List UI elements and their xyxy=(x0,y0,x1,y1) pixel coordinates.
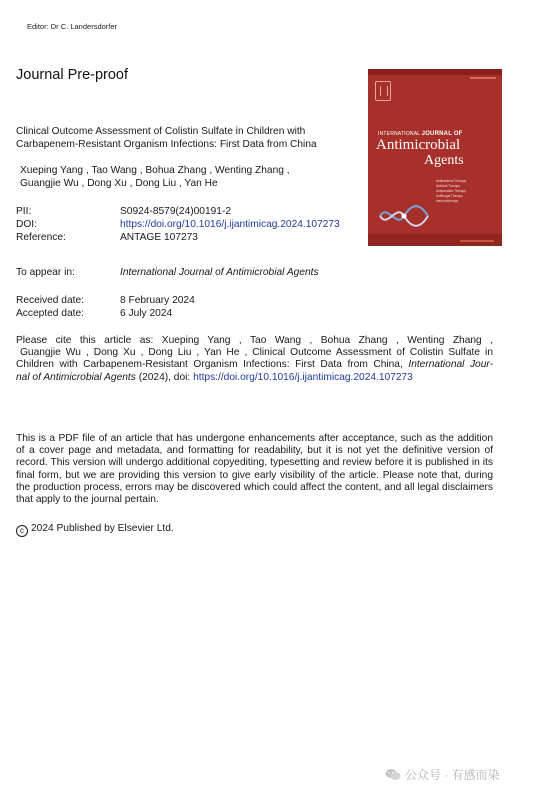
citation-line xyxy=(16,372,493,384)
authors-line: Xueping Yang , Tao Wang , Bohua Zhang , Wenting Zhang , xyxy=(20,165,290,176)
citation-line: Guangjie Wu , Dong Xu , Dong Liu , Yan He , Clinical Outcome Assessment of Colistin Sulfate in xyxy=(20,347,493,359)
cover-top-strip xyxy=(368,69,502,75)
article-title: Clinical Outcome Assessment of Colistin Sulfate in Children with Carbapenem-Resistant Organism Infections: First Data from China xyxy=(16,126,317,151)
citation-text: Children with Carbapenem-Resistant Organism Infections: First Data from China, xyxy=(16,359,403,371)
cover-topics xyxy=(436,179,466,204)
pii-value: S0924-8579(24)00191-2 xyxy=(120,206,232,217)
copyright-icon: c xyxy=(16,525,28,537)
citation-doi-link[interactable]: https://doi.org/10.1016/j.ijantimicag.2024.107273 xyxy=(193,371,413,383)
citation-paragraph xyxy=(16,335,493,384)
cover-topic: Antiviral Therapy xyxy=(436,184,460,188)
cover-topic: Antibacterial Therapy xyxy=(436,179,467,183)
cover-topic: Immunotherapy xyxy=(436,199,459,203)
doi-label: DOI: xyxy=(16,219,37,230)
cover-bottom-line xyxy=(460,240,494,242)
cover-title-line1: Antimicrobial xyxy=(376,137,461,153)
copyright-text: 2024 Published by Elsevier Ltd. xyxy=(31,523,174,534)
citation-journal: International Jour- xyxy=(408,359,493,371)
journal-name: International Journal of Antimicrobial Agents xyxy=(120,267,319,278)
watermark-text: 公众号 · 有感而染 xyxy=(405,768,500,782)
reference-label: Reference: xyxy=(16,232,66,243)
cover-volume-line xyxy=(470,77,496,79)
elsevier-logo-icon xyxy=(375,81,391,101)
pii-label: PII: xyxy=(16,206,32,217)
cover-topic: Antifungal Therapy xyxy=(436,194,463,198)
cover-title-line2: Agents xyxy=(424,153,464,168)
cover-topic: Antiparasitic Therapy xyxy=(436,189,466,193)
reference-value: ANTAGE 107273 xyxy=(120,232,198,243)
received-date: 8 February 2024 xyxy=(120,295,195,306)
doi-link[interactable]: https://doi.org/10.1016/j.ijantimicag.2024.107273 xyxy=(120,219,340,230)
citation-line: Please cite this article as: Xueping Yang , Tao Wang , Bohua Zhang , Wenting Zhang , xyxy=(16,335,493,346)
accepted-date: 6 July 2024 xyxy=(120,308,173,319)
citation-text: (2024), doi: xyxy=(138,371,191,383)
received-label: Received date: xyxy=(16,295,84,306)
cover-molecule-icon xyxy=(378,203,438,229)
accepted-label: Accepted date: xyxy=(16,308,84,319)
citation-journal: nal of Antimicrobial Agents xyxy=(16,371,136,383)
watermark xyxy=(385,766,500,783)
authors-line: Guangjie Wu , Dong Xu , Dong Liu , Yan He xyxy=(20,178,218,190)
preproof-notice: This is a PDF file of an article that has undergone enhancements after acceptance, such as the addition of a cover page and metadata, and formatting for readability, but it is not yet the definitive version of record. This version will undergo additional copyediting, typesetting and review before it is published in its final form, but we are providing this version to give early visibility of the article. Please note that, during the production process, errors may be discovered which could affect the content, and all legal disclaimers that apply to the journal pertain. xyxy=(16,433,493,506)
journal-cover xyxy=(368,69,502,246)
cover-intl-prefix: INTERNATIONAL xyxy=(378,131,421,137)
author-list xyxy=(16,164,361,190)
editor-credit: Editor: Dr C. Landersdorfer xyxy=(27,22,118,31)
wechat-icon xyxy=(385,768,401,781)
appear-label: To appear in: xyxy=(16,267,75,278)
cover-intl-word: JOURNAL OF xyxy=(421,131,463,137)
copyright-line xyxy=(16,523,174,537)
citation-line xyxy=(16,359,493,371)
journal-preproof-label: Journal Pre-proof xyxy=(16,67,129,83)
